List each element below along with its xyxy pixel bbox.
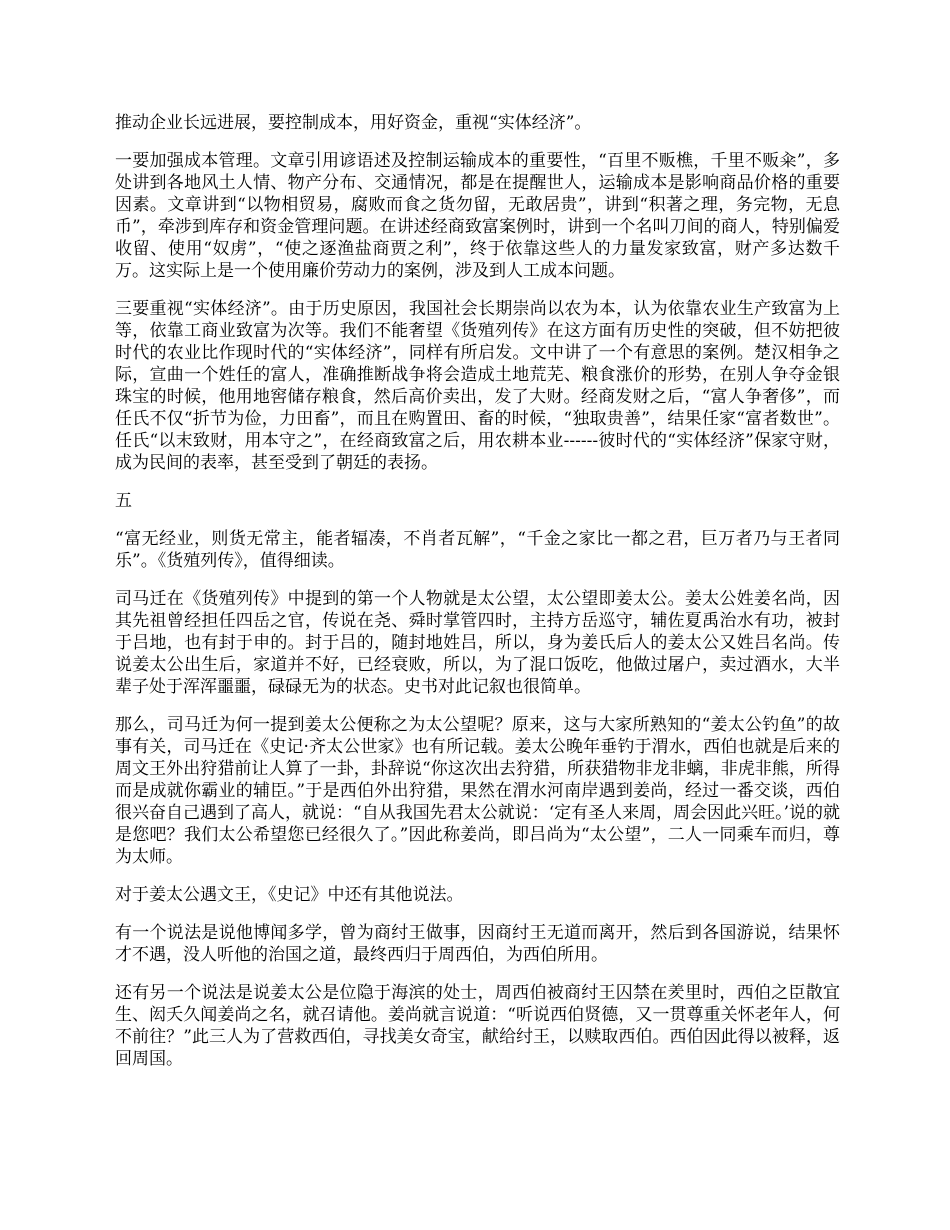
paragraph-intro: 推动企业长远进展，要控制成本，用好资金，重视“实体经济”。	[115, 113, 592, 133]
paragraph-account-two: 还有另一个说法是说姜太公是位隐于海滨的处士，周西伯被商纣王囚禁在羑里时，西伯之臣散宜生、闳夭久闻姜尚之名，就召请他。姜尚就言说道：“听说西伯贤德，又一贯尊重关怀老年人，何不前往？”此三人为了营救西伯，寻找美女奇宝，献给纣王，以赎取西伯。西伯因此得以被释，返回周国。	[115, 983, 840, 1069]
paragraph-account-one: 有一个说法是说他博闻多学，曾为商纣王做事，因商纣王无道而离开，然后到各国游说，结果怀才不遇，没人听他的治国之道，最终西归于周西伯，为西伯所用。	[115, 923, 840, 965]
paragraph-real-economy: 三要重视“实体经济”。由于历史原因，我国社会长期崇尚以农为本，认为依靠农业生产致富为上等，依靠工商业致富为次等。我们不能奢望《货殖列传》在这方面有历史性的突破，但不妨把彼时代的农业比作现时代的“实体经济”，同样有所启发。文中讲了一个有意思的案例。楚汉相争之际，宣曲一个姓任的富人，准确推断战争将会造成土地荒芜、粮食涨价的形势，在别人争夺金银珠宝的时候，他用地窖储存粮食，然后高价卖出，发了大财。经商发财之后，“富人争奢侈”，而任氏不仅“折节为俭，力田畜”，而且在购置田、畜的时候，“独取贵善”，结果任家“富者数世”。任氏“以末致财，用本守之”，在经商致富之后，用农耕本业------彼时代的“实体经济”保家守财，成为民间的表率，甚至受到了朝廷的表扬。	[115, 299, 840, 473]
paragraph-other-accounts: 对于姜太公遇文王，《史记》中还有其他说法。	[115, 885, 464, 905]
paragraph-quote: “富无经业，则货无常主，能者辐凑，不肖者瓦解”，“千金之家比一都之君，巨万者乃与王者同乐”。《货殖列传》，值得细读。	[115, 529, 840, 571]
section-number: 五	[115, 491, 132, 511]
paragraph-taigong-fishing: 那么，司马迁为何一提到姜太公便称之为太公望呢？原来，这与大家所熟知的“姜太公钓鱼”的故事有关，司马迁在《史记·齐太公世家》也有所记载。姜太公晚年垂钓于渭水，西伯也就是后来的周文王外出狩猎前让人算了一卦，卦辞说“你这次出去狩猎，所获猎物非龙非螭，非虎非熊，所得而是成就你霸业的辅臣。”于是西伯外出狩猎，果然在渭水河南岸遇到姜尚，经过一番交谈，西伯很兴奋自己遇到了高人，就说：“自从我国先君太公就说：‘定有圣人来周，周会因此兴旺。’说的就是您吧？我们太公希望您已经很久了。”因此称姜尚，即吕尚为“太公望”，二人一同乘车而归，尊为太师。	[115, 715, 840, 867]
paragraph-taigong-origin: 司马迁在《货殖列传》中提到的第一个人物就是太公望，太公望即姜太公。姜太公姓姜名尚，因其先祖曾经担任四岳之官，传说在尧、舜时掌管四时，主持方岳巡守，辅佐夏禹治水有功，被封于吕地，也有封于申的。封于吕的，随封地姓吕，所以，身为姜氏后人的姜太公又姓吕名尚。传说姜太公出生后，家道并不好，已经衰败，所以，为了混口饭吃，他做过屠户，卖过酒水，大半辈子处于浑浑噩噩，碌碌无为的状态。史书对此记叙也很简单。	[115, 589, 840, 697]
paragraph-cost-management: 一要加强成本管理。文章引用谚语述及控制运输成本的重要性，“百里不贩樵，千里不贩籴”，多处讲到各地风土人情、物产分布、交通情况，都是在提醒世人，运输成本是影响商品价格的重要因素。文章讲到“以物相贸易，腐败而食之货勿留，无敢居贵”，讲到“积著之理，务完物，无息币”，牵涉到库存和资金管理问题。在讲述经商致富案例时，讲到一个名叫刀间的商人，特别偏爱收留、使用“奴虏”，“使之逐渔盐商贾之利”，终于依靠这些人的力量发家致富，财产多达数千万。这实际上是一个使用廉价劳动力的案例，涉及到人工成本问题。	[115, 151, 840, 281]
document-body	[115, 112, 840, 1086]
